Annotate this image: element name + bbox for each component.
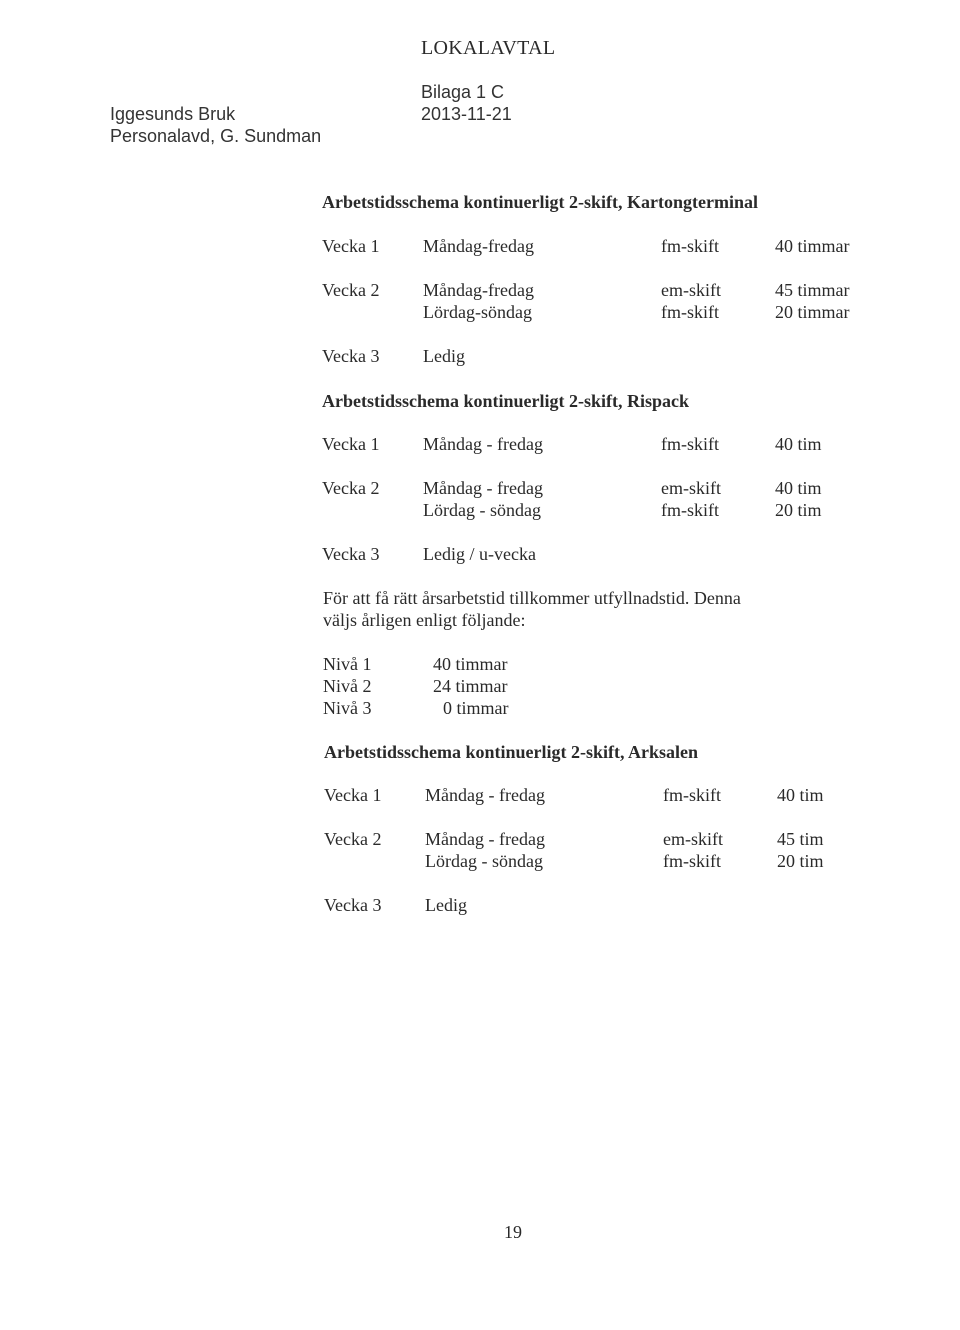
shift-label: fm-skift: [663, 785, 721, 805]
shift-label: fm-skift: [661, 236, 719, 256]
days-label: Måndag - fredag: [423, 434, 543, 454]
level-label: Nivå 1: [323, 654, 372, 674]
level-label: Nivå 3: [323, 698, 372, 718]
document-date: 2013-11-21: [421, 104, 512, 124]
week-label: Vecka 1: [322, 434, 380, 454]
days-label: Måndag - fredag: [425, 829, 545, 849]
schedule-row: [0, 478, 960, 500]
days-label: Ledig: [423, 346, 465, 366]
hours-label: 20 tim: [777, 851, 824, 871]
schedule-row: [0, 346, 960, 368]
week-label: Vecka 2: [322, 478, 380, 498]
week-label: Vecka 1: [322, 236, 380, 256]
hours-label: 45 tim: [777, 829, 824, 849]
level-hours: 0 timmar: [443, 698, 509, 718]
note-text-line-1: För att få rätt årsarbetstid tillkommer utfyllnadstid. Denna: [323, 588, 741, 608]
document-title: LOKALAVTAL: [421, 37, 556, 59]
schedule-row: [0, 829, 960, 851]
hours-label: 40 tim: [777, 785, 824, 805]
week-label: Vecka 2: [322, 280, 380, 300]
week-label: Vecka 1: [324, 785, 382, 805]
schedule-row: [0, 851, 960, 873]
week-label: Vecka 2: [324, 829, 382, 849]
days-label: Måndag-fredag: [423, 236, 534, 256]
hours-label: 40 tim: [775, 478, 822, 498]
schedule-row: [0, 434, 960, 456]
level-row: [0, 698, 960, 720]
schedule-row: [0, 785, 960, 807]
level-row: [0, 654, 960, 676]
schedule-row: [0, 280, 960, 302]
section-title-kartongterminal: Arbetstidsschema kontinuerligt 2-skift, Kartongterminal: [322, 192, 758, 212]
appendix-label: Bilaga 1 C: [421, 82, 505, 102]
days-label: Lördag - söndag: [423, 500, 541, 520]
week-label: Vecka 3: [322, 544, 380, 564]
hours-label: 45 timmar: [775, 280, 850, 300]
week-label: Vecka 3: [324, 895, 382, 915]
level-row: [0, 676, 960, 698]
shift-label: em-skift: [663, 829, 723, 849]
days-label: Måndag-fredag: [423, 280, 534, 300]
hours-label: 20 tim: [775, 500, 822, 520]
days-label: Måndag - fredag: [423, 478, 543, 498]
schedule-row: [0, 500, 960, 522]
hours-label: 40 timmar: [775, 236, 850, 256]
days-label: Ledig / u-vecka: [423, 544, 536, 564]
section-title-arksalen: Arbetstidsschema kontinuerligt 2-skift, Arksalen: [324, 742, 699, 762]
shift-label: em-skift: [661, 478, 721, 498]
section-title-rispack: Arbetstidsschema kontinuerligt 2-skift, Rispack: [322, 391, 690, 411]
schedule-row: [0, 236, 960, 258]
shift-label: em-skift: [661, 280, 721, 300]
days-label: Ledig: [425, 895, 467, 915]
page-number: 19: [504, 1222, 522, 1242]
level-hours: 40 timmar: [433, 654, 508, 674]
hours-label: 40 tim: [775, 434, 822, 454]
days-label: Lördag-söndag: [423, 302, 532, 322]
level-label: Nivå 2: [323, 676, 372, 696]
week-label: Vecka 3: [322, 346, 380, 366]
company-name: Iggesunds Bruk: [110, 104, 236, 124]
days-label: Måndag - fredag: [425, 785, 545, 805]
note-text-line-2: väljs årligen enligt följande:: [323, 610, 526, 630]
shift-label: fm-skift: [661, 434, 719, 454]
level-hours: 24 timmar: [433, 676, 508, 696]
days-label: Lördag - söndag: [425, 851, 543, 871]
shift-label: fm-skift: [661, 500, 719, 520]
department-name: Personalavd, G. Sundman: [110, 126, 322, 146]
schedule-row: [0, 895, 960, 917]
schedule-row: [0, 544, 960, 566]
shift-label: fm-skift: [661, 302, 719, 322]
shift-label: fm-skift: [663, 851, 721, 871]
hours-label: 20 timmar: [775, 302, 850, 322]
schedule-row: [0, 302, 960, 324]
